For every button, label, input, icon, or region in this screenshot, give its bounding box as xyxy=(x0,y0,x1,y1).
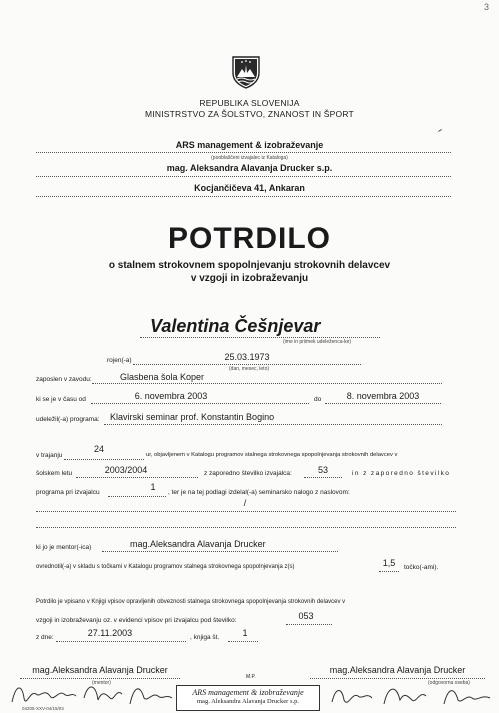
recipient-name-caption: (ime in priimek udeleženca-ke) xyxy=(283,339,352,345)
born-label: rojen(-a) xyxy=(107,357,132,364)
employed-line xyxy=(92,383,442,384)
registry-date-line xyxy=(56,641,186,642)
duration-rest: ur, objavljenem v Katalogu programov stalnega strokovnega spopolnjevanja strokovnih delavcev v xyxy=(146,452,398,458)
responsible-signature-caption: (odgovorna oseba) xyxy=(428,680,470,686)
republic-name: REPUBLIKA SLOVENIJA xyxy=(199,98,300,108)
employed-label: zaposlen v zavodu: xyxy=(36,376,92,383)
program-number-rest: , ter je na tej podlagi izdelal(-a) seminarsko nalogo z naslovom: xyxy=(168,489,350,496)
provider-person-line xyxy=(36,176,451,177)
provider-person: mag. Aleksandra Alavanja Drucker s.p. xyxy=(166,163,333,173)
mentor-label: ki jo je mentor(-ica) xyxy=(36,544,92,551)
provider-address-line xyxy=(36,196,451,197)
mentor-value: mag.Aleksandra Alavanja Drucker xyxy=(130,539,266,549)
provider-name: ARS management & izobraževanje xyxy=(175,140,324,150)
task-title-line-1 xyxy=(36,511,456,512)
provider-caption: (pooblaščeni izvajalec iz Kataloga) xyxy=(211,155,288,161)
period-from-value: 6. novembra 2003 xyxy=(134,391,208,401)
program-number-value: 1 xyxy=(150,482,156,492)
seal-mp-label: M.P. xyxy=(246,674,256,680)
registry-line-2-label: vzgoji in izobraževanju oz. v evidenci vpisov pri izvajalcu pod številko: xyxy=(36,617,237,624)
task-title-value: / xyxy=(243,498,247,508)
task-title-line-2 xyxy=(36,527,456,528)
registry-number-value: 053 xyxy=(298,611,314,621)
mentor-line xyxy=(102,551,338,552)
grading-suffix: točko(-ami). xyxy=(404,564,439,571)
duration-line xyxy=(64,459,144,460)
document-title: POTRDILO xyxy=(168,222,331,255)
program-number-line xyxy=(108,496,166,497)
registry-book-value: 1 xyxy=(242,628,248,638)
grading-points-value: 1,5 xyxy=(382,558,396,568)
document-id: 04205-XXV-04/15/03 xyxy=(22,706,64,711)
pen-mark xyxy=(438,129,442,132)
grading-points-line xyxy=(379,571,399,572)
mentor-signature-line xyxy=(20,678,180,679)
company-stamp xyxy=(176,685,320,711)
school-year-line xyxy=(76,477,198,478)
duration-value: 24 xyxy=(93,444,104,454)
responsible-signature-name: mag.Aleksandra Alavanja Drucker xyxy=(329,665,466,675)
program-number-label: programa pri izvajalcu xyxy=(36,489,100,496)
page-number: 3 xyxy=(483,2,489,12)
period-to-line xyxy=(325,403,441,404)
registry-book-label: , knjiga št. xyxy=(190,634,220,641)
responsible-signature xyxy=(326,682,496,712)
registry-date-label: z dne: xyxy=(36,634,54,641)
period-to-label: do xyxy=(314,396,322,403)
born-value: 25.03.1973 xyxy=(224,352,270,362)
program-line xyxy=(104,424,442,425)
recipient-name-line xyxy=(140,337,380,338)
provider-number-rest: in z zaporedno številko xyxy=(352,470,451,477)
registry-book-line xyxy=(228,641,258,642)
provider-number-value: 53 xyxy=(317,465,328,475)
ministry-name: MINISTRSTVO ZA ŠOLSTVO, ZNANOST IN ŠPORT xyxy=(145,109,354,119)
coat-of-arms-icon xyxy=(231,55,261,89)
period-to-value: 8. novembra 2003 xyxy=(346,391,420,401)
grading-label: ovrednotil(-a) v skladu s točkami v Katalogu programov stalnega strokovnega spopolnjevanja z(s) xyxy=(36,564,295,570)
registry-number-line xyxy=(286,624,332,625)
document-subtitle-1: o stalnem strokovnem spopolnjevanju strokovnih delavcev xyxy=(108,260,391,271)
born-line xyxy=(133,364,361,365)
provider-number-line xyxy=(304,477,342,478)
period-from-label: ki se je v času od xyxy=(36,396,86,403)
stamp-line-1: ARS management & izobraževanje xyxy=(192,688,304,697)
mentor-signature xyxy=(6,680,176,710)
school-year-value: 2003/2004 xyxy=(104,465,148,475)
registry-date-value: 27.11.2003 xyxy=(87,628,133,638)
school-year-label: šolskem letu xyxy=(36,470,73,477)
stamp-line-2: mag. Aleksandra Alavanja Drucker s.p. xyxy=(197,698,299,705)
mentor-signature-caption: (mentor) xyxy=(92,680,111,686)
provider-line xyxy=(36,152,451,153)
duration-label: v trajanju xyxy=(36,452,63,459)
mentor-signature-name: mag.Aleksandra Alavanja Drucker xyxy=(32,665,168,675)
program-value: Klavirski seminar prof. Konstantin Bogino xyxy=(110,412,275,422)
responsible-signature-line xyxy=(310,678,485,679)
employed-value: Glasbena šola Koper xyxy=(120,372,205,382)
born-caption: (dan, mesec, leto) xyxy=(229,366,270,372)
document-subtitle-2: v vzgoji in izobraževanju xyxy=(190,273,309,284)
provider-address: Kocjančičeva 41, Ankaran xyxy=(194,183,305,193)
recipient-name: Valentina Češnjevar xyxy=(150,316,321,336)
registry-line-1: Potrdilo je vpisano v Knjigi vpisov opravljenih obveznosti stalnega strokovnega spopolnjevanja strokovnih delavcev v xyxy=(36,599,346,605)
period-from-line xyxy=(91,403,309,404)
program-label: udeležil(-a) programa: xyxy=(36,416,100,423)
provider-number-label: z zaporedno številko izvajalca: xyxy=(204,470,292,477)
